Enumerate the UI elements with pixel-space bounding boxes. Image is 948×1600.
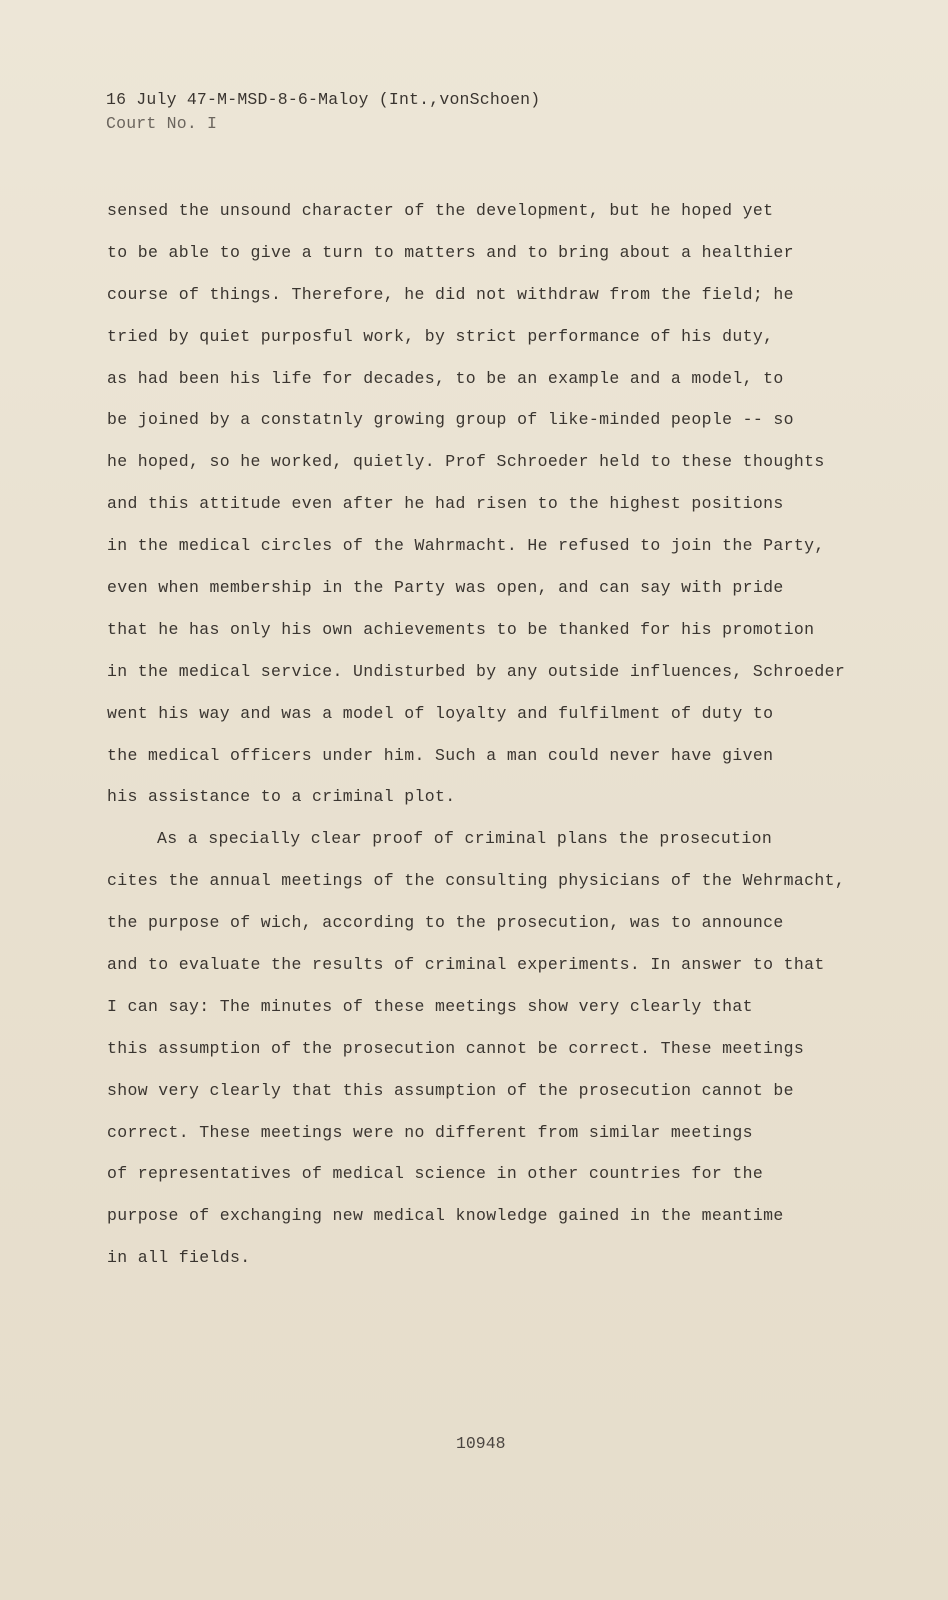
text-line: and this attitude even after he had risen to the highest positions — [107, 494, 784, 514]
text-line: and to evaluate the results of criminal experiments. In answer to that — [107, 955, 825, 975]
paragraph-start-line: As a specially clear proof of criminal plans the prosecution — [157, 829, 773, 849]
text-line: as had been his life for decades, to be an example and a model, to — [107, 368, 784, 388]
page-number: 10948 — [456, 1434, 506, 1453]
text-line: to be able to give a turn to matters and to bring about a healthier — [107, 242, 794, 262]
text-line: the purpose of wich, according to the prosecution, was to announce — [107, 913, 784, 933]
text-line: in the medical service. Undisturbed by any outside influences, Schroeder — [107, 661, 846, 681]
document-header — [106, 88, 540, 136]
header-reference: 16 July 47-M-MSD-8-6-Maloy (Int.,vonSchoen) — [106, 90, 541, 109]
text-line: he hoped, so he worked, quietly. Prof Schroeder held to these thoughts — [107, 452, 825, 472]
text-line: this assumption of the prosecution cannot be correct. These meetings — [107, 1038, 805, 1058]
text-line: purpose of exchanging new medical knowledge gained in the meantime — [107, 1206, 784, 1226]
text-line: sensed the unsound character of the development, but he hoped yet — [107, 201, 774, 220]
text-line: correct. These meetings were no different from similar meetings — [107, 1122, 753, 1142]
text-line: show very clearly that this assumption of the prosecution cannot be — [107, 1080, 794, 1100]
text-line: be joined by a constatnly growing group of like-minded people -- so — [107, 410, 794, 430]
text-line: went his way and was a model of loyalty and fulfilment of duty to — [107, 703, 774, 723]
text-line: even when membership in the Party was open, and can say with pride — [107, 578, 784, 598]
header-court: Court No. I — [106, 114, 218, 133]
text-line: I can say: The minutes of these meetings show very clearly that — [107, 996, 753, 1016]
text-line: of representatives of medical science in other countries for the — [107, 1164, 764, 1184]
text-line: the medical officers under him. Such a man could never have given — [107, 745, 774, 765]
text-line: tried by quiet purposful work, by strict performance of his duty, — [107, 326, 774, 346]
text-line: course of things. Therefore, he did not withdraw from the field; he — [107, 284, 794, 304]
text-line: that he has only his own achievements to be thanked for his promotion — [107, 619, 815, 639]
text-line: his assistance to a criminal plot. — [107, 787, 456, 807]
text-line: cites the annual meetings of the consulting physicians of the Wehrmacht, — [107, 871, 846, 891]
text-line: in all fields. — [107, 1248, 251, 1268]
text-line: in the medical circles of the Wahrmacht. He refused to join the Party, — [107, 536, 825, 556]
body-text — [107, 190, 907, 1279]
